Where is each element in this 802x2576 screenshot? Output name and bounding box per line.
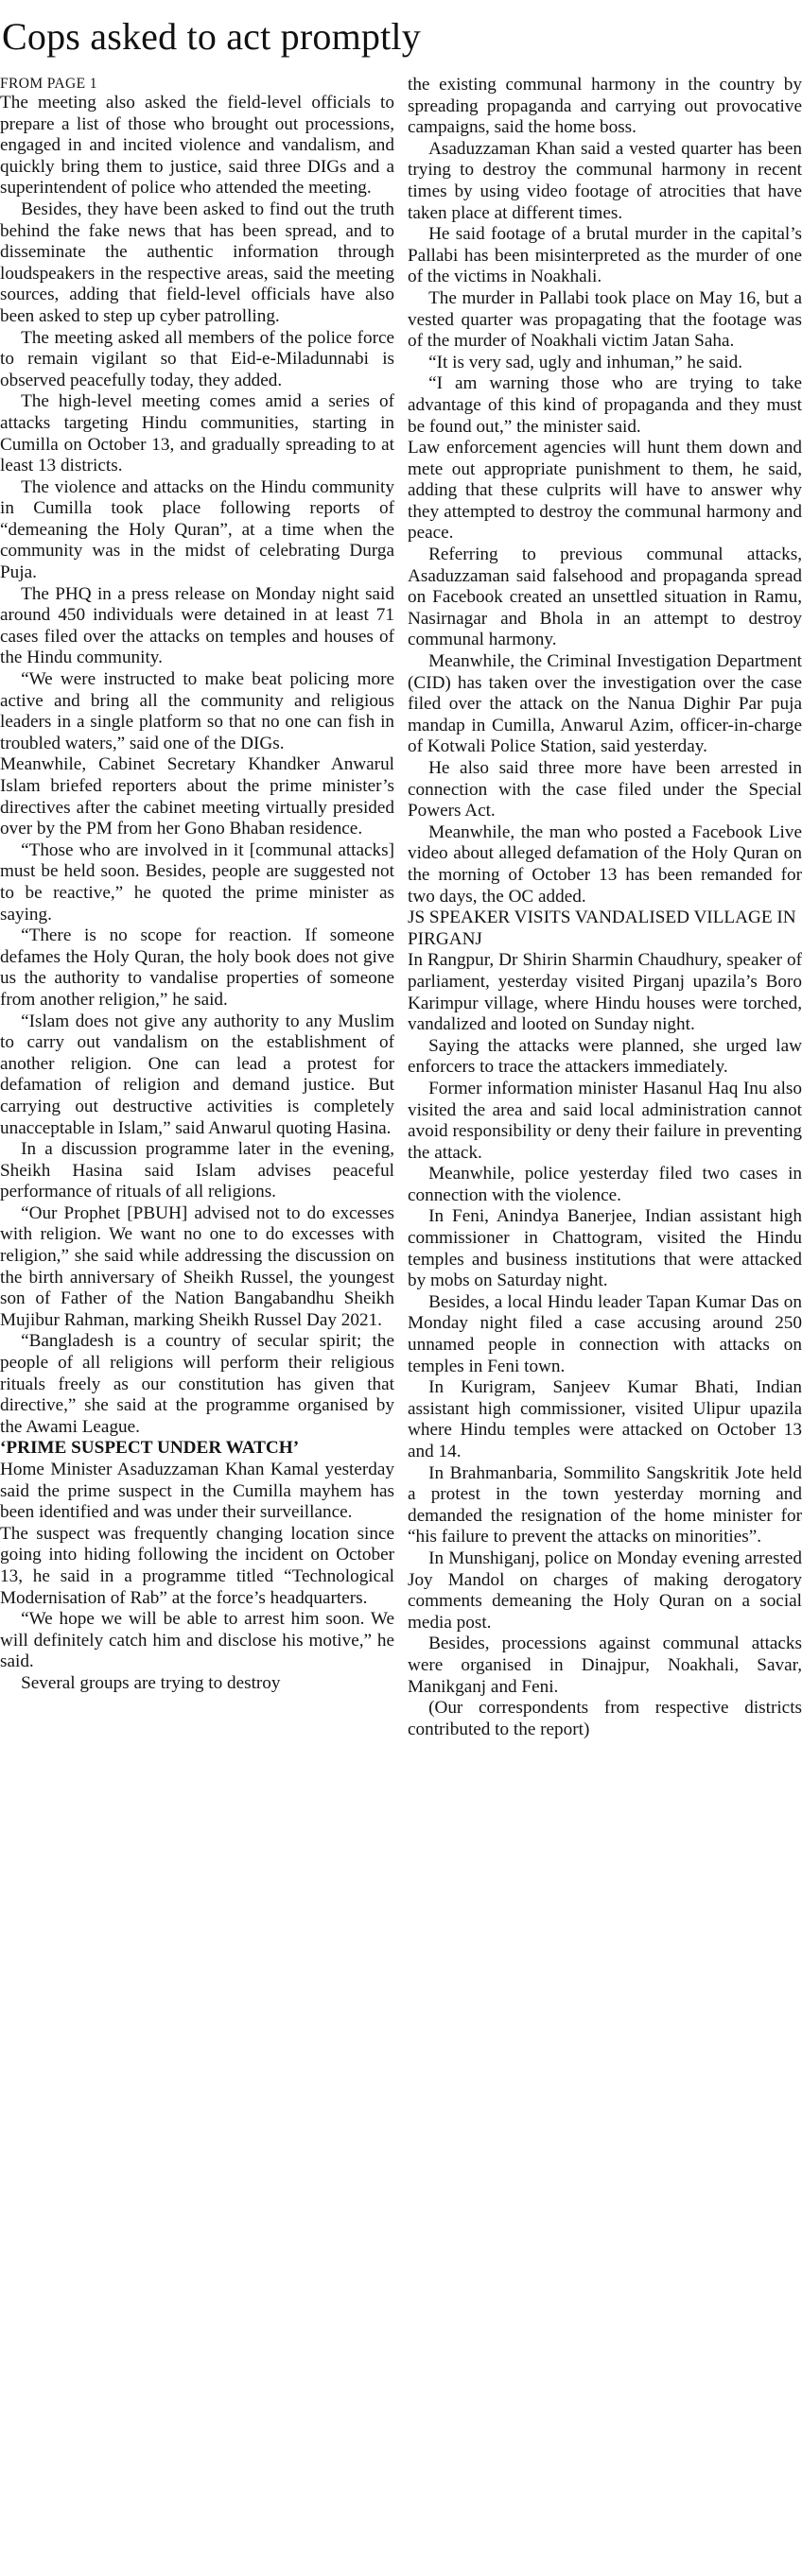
paragraph: In Feni, Anindya Banerjee, Indian assistant high commissioner in Chattogram, visited the Hindu temples and business institutions that were attacked by mobs on Saturday night. [408,1206,802,1291]
paragraph: “I am warning those who are trying to take advantage of this kind of propaganda and they must be found out,” the minister said. [408,373,802,437]
paragraph: Besides, a local Hindu leader Tapan Kumar Das on Monday night filed a case accusing around 250 unnamed people in connection with attacks on temples in Feni town. [408,1291,802,1376]
paragraph: He said footage of a brutal murder in the capital’s Pallabi has been misinterpreted as the murder of one of the victims in Noakhali. [408,224,802,287]
paragraph: Meanwhile, Cabinet Secretary Khandker Anwarul Islam briefed reporters about the prime minister’s directives after the cabinet meeting virtually presided over by the PM from her Gono Bhaban residence. [0,754,394,839]
paragraph: “Islam does not give any authority to any Muslim to carry out vandalism on the establishment of another religion. One can lead a protest for defamation of religion and demand justice. But carrying out destructive activities is completely unacceptable in Islam,” said Anwarul quoting Hasina. [0,1011,394,1138]
paragraph: In Brahmanbaria, Sommilito Sangskritik Jote held a protest in the town yesterday morning and demanded the resignation of the home minister for “his failure to prevent the attacks on minorities”. [408,1462,802,1547]
paragraph: “Our Prophet [PBUH] advised not to do excesses with religion. We want no one to do excesses with religion,” she said while addressing the discussion on the birth anniversary of Sheikh Russel, the youngest son of Father of the Nation Bangabandhu Sheikh Mujibur Rahman, marking Sheikh Russel Day 2021. [0,1202,394,1330]
paragraph: Meanwhile, police yesterday filed two cases in connection with the violence. [408,1164,802,1205]
paragraph: Law enforcement agencies will hunt them down and mete out appropriate punishment to them, he said, adding that these culprits will have to answer why they attempted to destroy the communal harmony and peace. [408,438,802,544]
paragraph: Besides, processions against communal attacks were organised in Dinajpur, Noakhali, Savar, Manikganj and Feni. [408,1634,802,1697]
paragraph: “Bangladesh is a country of secular spirit; the people of all religions will perform their religious rituals freely as our constitution has given that directive,” she said at the programme organised by the Awami League. [0,1331,394,1437]
paragraph: “It is very sad, ugly and inhuman,” he said. [428,352,743,372]
paragraph: Besides, they have been asked to find out the truth behind the fake news that has been spread, and to disseminate the authentic information through loudspeakers in the respective areas, said the meeting sources, adding that field-level officials have also been asked to step up cyber patrolling. [0,199,394,326]
paragraph: Asaduzzaman Khan said a vested quarter has been trying to destroy the communal harmony in recent times by using video footage of atrocities that have taken place at different times. [408,138,802,223]
paragraph: the existing communal harmony in the country by spreading propaganda and carrying out provocative campaigns, said the home boss. [408,75,802,138]
paragraph: The violence and attacks on the Hindu community in Cumilla took place following reports of “demeaning the Holy Quran”, at a time when the community was in the midst of celebrating Durga Puja. [0,476,394,583]
paragraph: Referring to previous communal attacks, Asaduzzaman said falsehood and propaganda spread on Facebook created an unsettled situation in Ramu, Nasirnagar and Bhola in an attempt to destroy communal harmony. [408,545,802,650]
paragraph: “Those who are involved in it [communal attacks] must be held soon. Besides, people are suggested not to be reactive,” he quoted the prime minister as saying. [0,839,394,925]
paragraph: The meeting also asked the field-level officials to prepare a list of those who brought out processions, engaged in and incited violence and vandalism, and quickly bring them to justice, said three DIGs and a superintendent of police who attended the meeting. [0,93,394,199]
paragraph: In Rangpur, Dr Shirin Sharmin Chaudhury, speaker of parliament, yesterday visited Pirganj upazila’s Boro Karimpur village, where Hindu houses were torched, vandalized and looted on Sunday night. [408,950,802,1035]
paragraph: “We were instructed to make beat policing more active and bring all the community and religious leaders in a single platform so that no one can fish in troubled waters,” said one of the DIGs. [0,669,394,753]
paragraph: The PHQ in a press release on Monday night said around 450 individuals were detained in at least 71 cases filed over the attacks on temples and houses of the Hindu community. [0,583,394,668]
paragraph: In Munshiganj, police on Monday evening arrested Joy Mandol on charges of making derogatory comments demeaning the Holy Quran on a social media post. [408,1547,802,1633]
paragraph: Meanwhile, the man who posted a Facebook Live video about alleged defamation of the Holy Quran on the morning of October 13 has been remanded for two days, the OC added. [408,821,802,907]
paragraph: In a discussion programme later in the evening, Sheikh Hasina said Islam advises peaceful performance of rituals of all religions. [0,1139,394,1202]
paragraph: Home Minister Asaduzzaman Khan Kamal yesterday said the prime suspect in the Cumilla mayhem has been identified and was under their surveillance. [0,1460,394,1523]
paragraph: The suspect was frequently changing location since going into hiding following the incident on October 13, he said in a programme titled “Technological Modernisation of Rab” at the force’s headquarters. [0,1523,394,1608]
paragraph: The meeting asked all members of the police force to remain vigilant so that Eid-e-Miladunnabi is observed peacefully today, they added. [0,327,394,390]
paragraph: Meanwhile, the Criminal Investigation Department (CID) has taken over the investigation over the case filed over the attack on the Nanua Dighir Par puja mandap in Cumilla, Anwarul Azim, officer-in-charge of Kotwali Police Station, said yesterday. [408,651,802,757]
column-left [0,75,394,2570]
headline: Cops asked to act promptly [2,15,421,58]
paragraph: “We hope we will be able to arrest him soon. We will definitely catch him and disclose his motive,” he said. [0,1609,394,1672]
paragraph: Former information minister Hasanul Haq Inu also visited the area and said local administration cannot avoid responsibility or deny their failure in preventing the attack. [408,1078,802,1163]
subheading: ‘PRIME SUSPECT UNDER WATCH’ [0,1438,300,1459]
paragraph: The murder in Pallabi took place on May 16, but a vested quarter was propagating that the footage was of the murder of Noakhali victim Jatan Saha. [408,287,802,352]
article-body [0,75,802,2570]
paragraph: The high-level meeting comes amid a series of attacks targeting Hindu communities, starting in Cumilla on October 13, and gradually spreading to at least 13 districts. [0,391,394,476]
dateline: FROM PAGE 1 [0,76,97,92]
subheading: JS SPEAKER VISITS VANDALISED VILLAGE IN PIRGANJ [408,908,796,949]
paragraph: (Our correspondents from respective districts contributed to the report) [408,1698,802,1739]
paragraph: “There is no scope for reaction. If someone defames the Holy Quran, the holy book does not give us the authority to vandalise properties of someone from another religion,” he said. [0,925,394,1010]
paragraph: He also said three more have been arrested in connection with the case filed under the Special Powers Act. [408,758,802,821]
paragraph: In Kurigram, Sanjeev Kumar Bhati, Indian assistant high commissioner, visited Ulipur upazila where Hindu temples were attacked on October 13 and 14. [408,1377,802,1461]
column-right [408,75,802,2570]
paragraph: Saying the attacks were planned, she urged law enforcers to trace the attackers immediately. [408,1035,802,1078]
paragraph: Several groups are trying to destroy [21,1672,281,1693]
